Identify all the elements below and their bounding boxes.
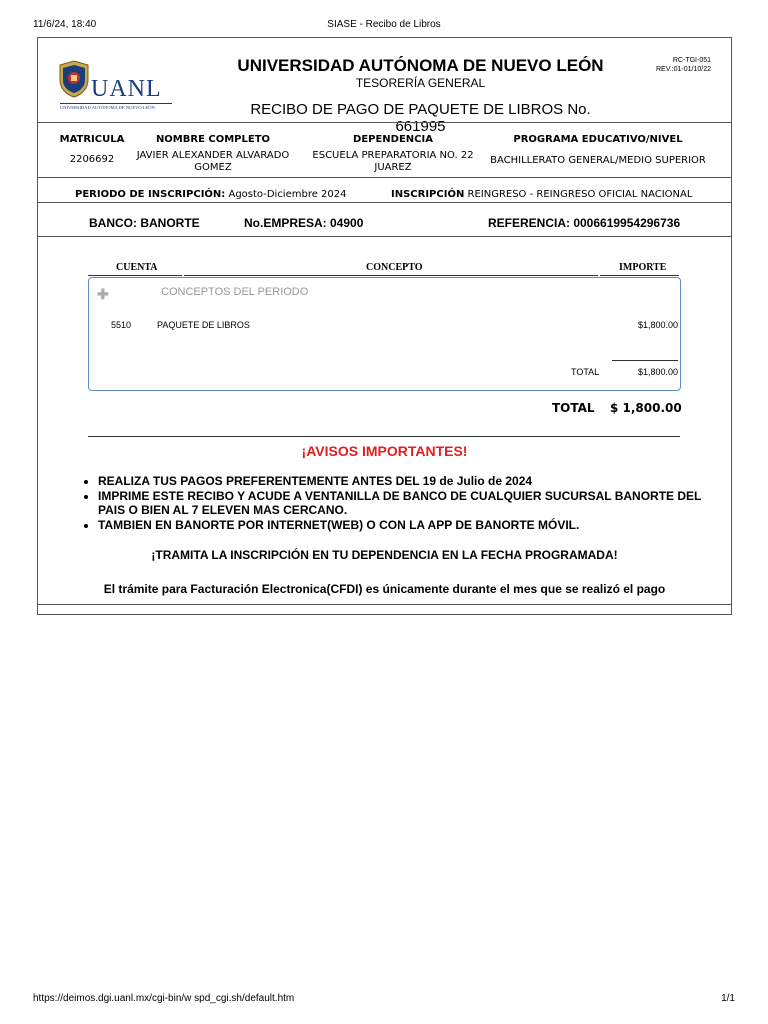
department-name: TESORERÍA GENERAL [355, 76, 486, 90]
col-concepto: CONCEPTO [366, 262, 423, 273]
grand-total-value: $ 1,800.00 [610, 401, 682, 415]
row-importe: $1,800.00 [637, 320, 678, 330]
col-cuenta: CUENTA [116, 262, 158, 273]
print-page-title: SIASE - Recibo de Libros [327, 19, 441, 30]
form-code-block [656, 56, 711, 74]
label-dependencia: DEPENDENCIA [353, 134, 433, 145]
logo-text: UANL [91, 76, 162, 102]
nombre-value: JAVIER ALEXANDER ALVARADO GOMEZ [136, 150, 290, 173]
notice-item: • TAMBIEN EN BANORTE POR INTERNET(WEB) O CON LA APP DE BANORTE MÓVIL. [98, 518, 718, 533]
concepts-group-label: CONCEPTOS DEL PERIODO [161, 286, 309, 298]
dependencia-value: ESCUELA PREPARATORIA NO. 22 JUAREZ [312, 150, 474, 173]
form-revision: REV.:01-01/10/22 [655, 66, 711, 73]
facturacion-notice: El trámite para Facturación Electronica(CFDI) es únicamente durante el mes que se realizó el pago [103, 582, 666, 596]
no-empresa: No.EMPRESA: 04900 [244, 216, 364, 230]
notice-item: • IMPRIME ESTE RECIBO Y ACUDE A VENTANILLA DE BANCO DE CUALQUIER SUCURSAL BANORTE DEL PAIS O BIEN AL 7 ELEVEN MAS CERCANO. [98, 489, 718, 518]
label-nombre: NOMBRE COMPLETO [155, 134, 271, 145]
inscripcion-tipo: INSCRIPCIÓN REINGRESO - REINGRESO OFICIAL NACIONAL [391, 189, 693, 200]
receipt-title: RECIBO DE PAGO DE PAQUETE DE LIBROS No. 661995 [250, 101, 591, 135]
matricula-value: 2206692 [69, 154, 115, 165]
notices-list [82, 474, 718, 532]
periodo-inscripcion: PERIODO DE INSCRIPCIÓN: Agosto-Diciembre 2024 [75, 189, 347, 200]
uanl-logo [58, 60, 90, 103]
form-code: RC-TGI-051 [672, 57, 711, 64]
referencia: REFERENCIA: 0006619954296736 [488, 216, 681, 230]
programa-value: BACHILLERATO GENERAL/MEDIO SUPERIOR [490, 155, 706, 166]
tramita-notice: ¡TRAMITA LA INSCRIPCIÓN EN TU DEPENDENCIA EN LA FECHA PROGRAMADA! [151, 548, 618, 562]
row-concepto: PAQUETE DE LIBROS [157, 320, 250, 330]
concepts-box [88, 277, 681, 391]
notice-item: • REALIZA TUS PAGOS PREFERENTEMENTE ANTES DEL 19 de Julio de 2024 [98, 474, 718, 489]
col-importe: IMPORTE [619, 262, 667, 273]
uanl-shield-icon [58, 60, 90, 98]
label-programa: PROGRAMA EDUCATIVO/NIVEL [513, 134, 683, 145]
receipt [37, 37, 732, 615]
print-datetime: 11/6/24, 18:40 [33, 19, 97, 30]
plus-icon[interactable]: ✚ [97, 286, 109, 302]
subtotal-label: TOTAL [571, 367, 600, 377]
logo-subtext: UNIVERSIDAD AUTÓNOMA DE NUEVO LEÓN [60, 105, 155, 110]
print-page-number: 1/1 [721, 993, 735, 1004]
print-url: https://deimos.dgi.uanl.mx/cgi-bin/w spd_cgi.sh/default.htm [33, 993, 295, 1004]
university-name: UNIVERSIDAD AUTÓNOMA DE NUEVO LEÓN [237, 56, 604, 75]
banco: BANCO: BANORTE [89, 216, 200, 230]
grand-total-label: TOTAL [552, 401, 595, 415]
row-cuenta: 5510 [111, 320, 132, 330]
subtotal-value: $1,800.00 [637, 367, 678, 377]
notices-title: ¡AVISOS IMPORTANTES! [301, 443, 468, 459]
label-matricula: MATRICULA [59, 134, 125, 145]
